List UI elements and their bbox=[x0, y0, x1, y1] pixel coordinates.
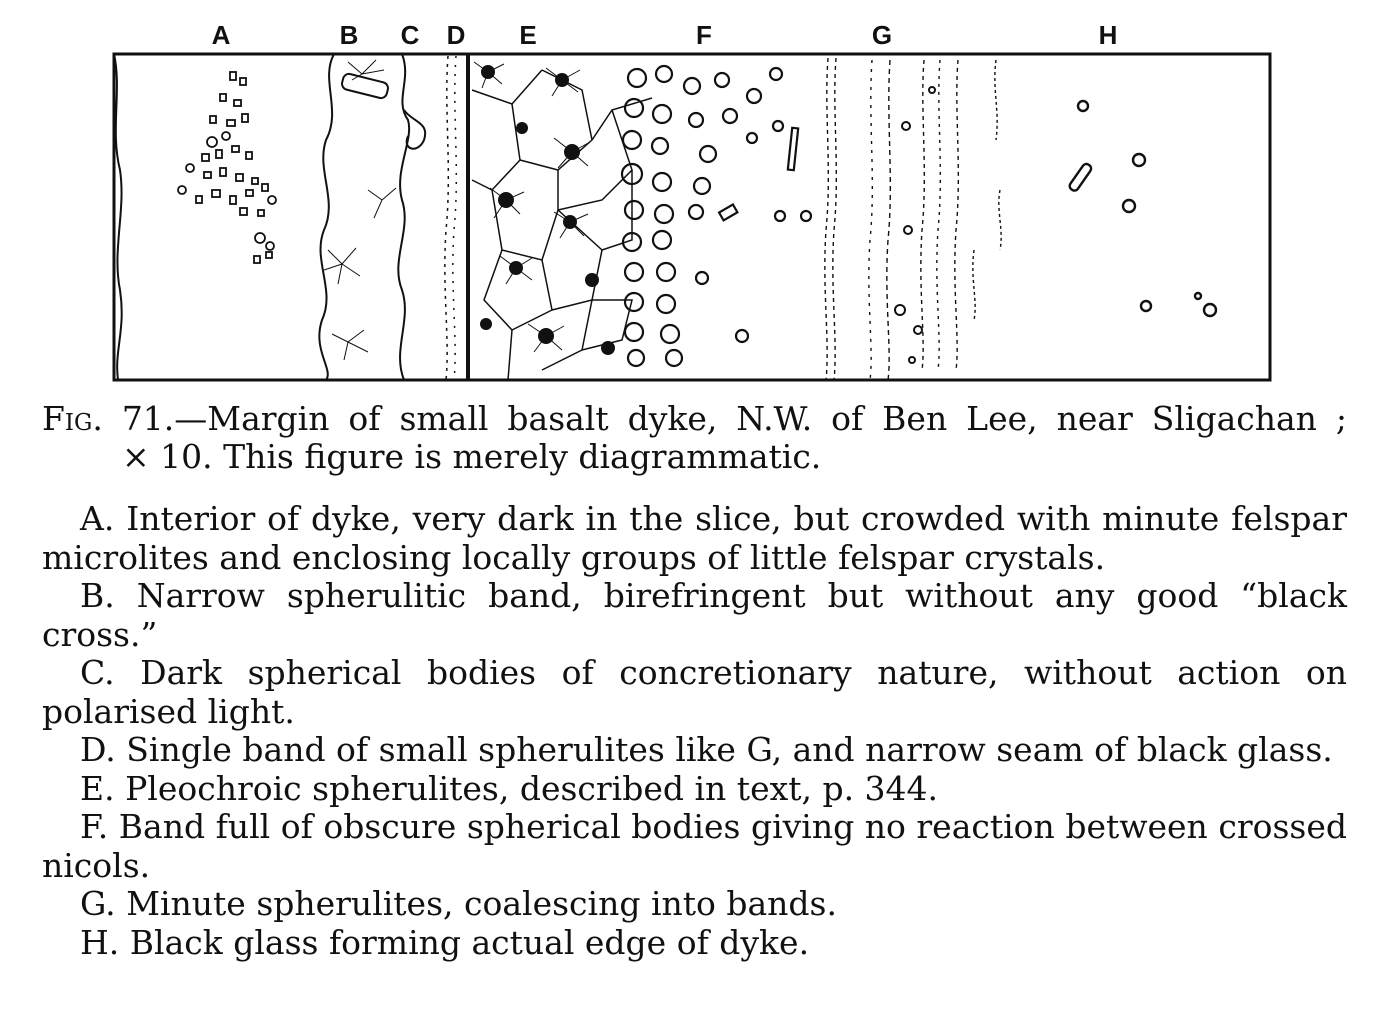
legend-text: Narrow spherulitic band, birefringent but without any good “black cross.” bbox=[42, 576, 1347, 654]
zone-b-radiating bbox=[324, 60, 396, 360]
legend-item-d bbox=[42, 731, 1347, 770]
legend-text: Pleochroic spherulites, described in text, p. 344. bbox=[125, 768, 939, 808]
legend-text: Dark spherical bodies of concretionary nature, without action on polarised light. bbox=[42, 653, 1347, 731]
zone-f-bodies bbox=[622, 66, 811, 366]
zone-c-lobe bbox=[404, 110, 425, 149]
dyke-margin-diagram bbox=[112, 50, 1274, 384]
legend-text: Interior of dyke, very dark in the slice, but crowded with minute felspar microlites and enclosing locally groups of little felspar crystals. bbox=[42, 499, 1347, 577]
legend-key: E. bbox=[80, 768, 115, 808]
legend-item-h bbox=[42, 924, 1347, 963]
legend-text: Single band of small spherulites like G, and narrow seam of black glass. bbox=[126, 730, 1333, 769]
zone-d-band bbox=[445, 56, 456, 380]
legend-key: F. bbox=[80, 807, 109, 846]
legend-key: A. bbox=[80, 499, 115, 538]
caption-line-1 bbox=[42, 400, 1347, 438]
legend-text: Minute spherulites, coalescing into bands. bbox=[126, 884, 837, 923]
legend-item-a bbox=[42, 500, 1347, 577]
legend-text: Black glass forming actual edge of dyke. bbox=[129, 922, 810, 962]
caption-title: —Margin of small basalt dyke, N.W. of Ben Lee, near Sligachan ; bbox=[174, 399, 1347, 438]
zone-b-crystal bbox=[341, 73, 390, 100]
legend-text: Band full of obscure spherical bodies giving no reaction between crossed nicols. bbox=[42, 807, 1347, 885]
band-label-f: F bbox=[696, 20, 712, 50]
band-label-b: B bbox=[339, 20, 359, 50]
band-labels bbox=[0, 18, 1400, 52]
legend-key: B. bbox=[80, 576, 115, 615]
band-label-d: D bbox=[446, 20, 466, 50]
zone-h-crystals bbox=[1068, 101, 1216, 316]
legend-item-g bbox=[42, 885, 1347, 924]
figure-legend bbox=[42, 500, 1347, 962]
zone-b-right-edge bbox=[398, 54, 409, 380]
zone-a-crystals bbox=[178, 72, 276, 263]
legend-item-b bbox=[42, 577, 1347, 654]
legend-key: G. bbox=[80, 884, 116, 923]
legend-item-f bbox=[42, 808, 1347, 885]
band-label-c: C bbox=[400, 20, 420, 50]
caption-figure-number: 71. bbox=[121, 399, 175, 438]
band-label-a: A bbox=[211, 20, 231, 50]
figure-caption bbox=[42, 400, 1347, 476]
legend-item-e bbox=[42, 770, 1347, 809]
band-label-h: H bbox=[1098, 20, 1118, 50]
caption-line-2: × 10. This figure is merely diagrammatic. bbox=[122, 437, 822, 476]
caption-fig-abbrev: Fig. bbox=[42, 399, 103, 438]
band-label-e: E bbox=[519, 20, 537, 50]
zone-g-bands bbox=[825, 58, 1001, 380]
legend-key: H. bbox=[80, 922, 120, 962]
legend-key: D. bbox=[80, 730, 116, 769]
legend-key: C. bbox=[80, 653, 115, 692]
band-label-g: G bbox=[871, 20, 893, 50]
zone-b-left-edge bbox=[319, 54, 334, 380]
legend-item-c bbox=[42, 654, 1347, 731]
zone-g-spherulites bbox=[895, 87, 935, 363]
